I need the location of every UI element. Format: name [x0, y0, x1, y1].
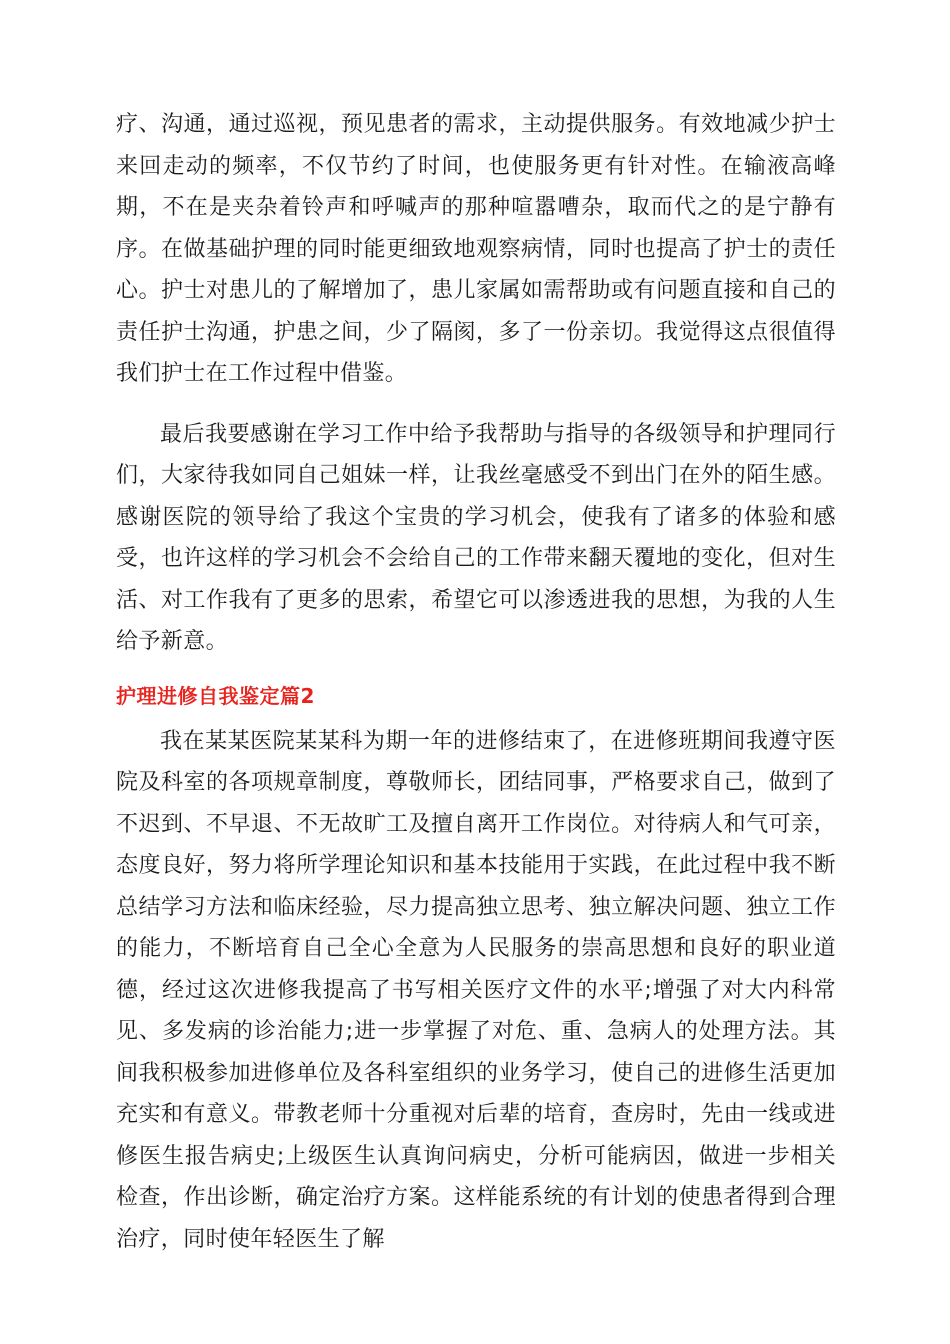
document-body: [116, 104, 836, 1260]
body-paragraph: 最后我要感谢在学习工作中给予我帮助与指导的各级领导和护理同行们，大家待我如同自己姐妹一样，让我丝毫感受不到出门在外的陌生感。感谢医院的领导给了我这个宝贵的学习机会，使我有了诸多的体验和感受，也许这样的学习机会不会给自己的工作带来翻天覆地的变化，但对生活、对工作我有了更多的思索，希望它可以渗透进我的思想，为我的人生给予新意。: [116, 421, 836, 654]
body-paragraph: 我在某某医院某某科为期一年的进修结束了，在进修班期间我遵守医院及科室的各项规章制度，尊敬师长，团结同事，严格要求自己，做到了不迟到、不早退、不无故旷工及擅自离开工作岗位。对待病人和气可亲，态度良好，努力将所学理论知识和基本技能用于实践，在此过程中我不断总结学习方法和临床经验，尽力提高独立思考、独立解决问题、独立工作的能力，不断培育自己全心全意为人民服务的崇高思想和良好的职业道德，经过这次进修我提高了书写相关医疗文件的水平;增强了对大内科常见、多发病的诊治能力;进一步掌握了对危、重、急病人的处理方法。其间我积极参加进修单位及各科室组织的业务学习，使自己的进修生活更加充实和有意义。带教老师十分重视对后辈的培育，查房时，先由一线或进修医生报告病史;上级医生认真询问病史，分析可能病因，做进一步相关检查，作出诊断，确定治疗方案。这样能系统的有计划的使患者得到合理治疗，同时使年轻医生了解: [116, 728, 836, 1252]
section-heading: 护理进修自我鉴定篇2: [116, 683, 315, 708]
body-paragraph: 疗、沟通，通过巡视，预见患者的需求，主动提供服务。有效地减少护士来回走动的频率，不仅节约了时间，也使服务更有针对性。在输液高峰期，不在是夹杂着铃声和呼喊声的那种喧嚣嘈杂，取而代之的是宁静有序。在做基础护理的同时能更细致地观察病情，同时也提高了护士的责任心。护士对患儿的了解增加了，患儿家属如需帮助或有问题直接和自己的责任护士沟通，护患之间，少了隔阂，多了一份亲切。我觉得这点很值得我们护士在工作过程中借鉴。: [116, 112, 836, 386]
paragraph-gap: [116, 395, 836, 414]
